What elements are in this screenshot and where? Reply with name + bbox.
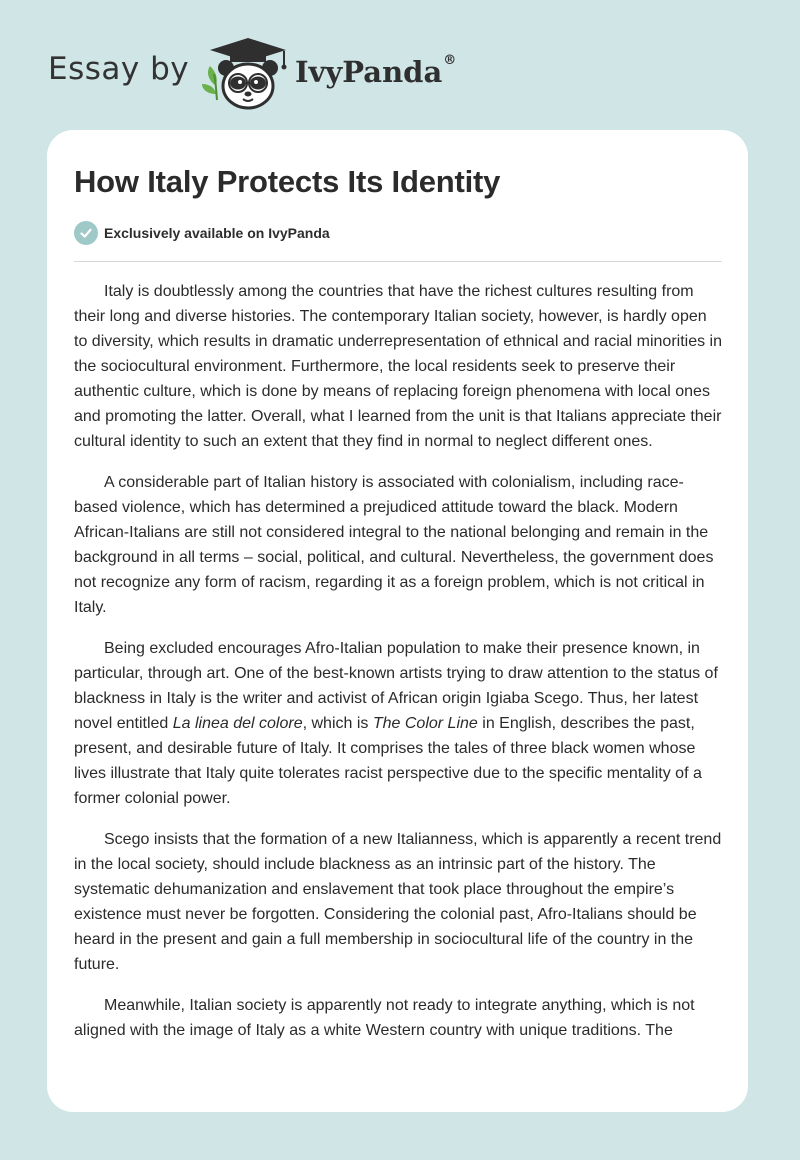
paragraph: Meanwhile, Italian society is apparently not ready to integrate anything, which is not aligned with the image of Italy as a white Western country with unique traditions. The bbox=[74, 997, 695, 1039]
check-circle-icon bbox=[74, 221, 98, 245]
paragraph-text: in English, describes the past, present, and desirable future of Italy. It comprises the tales of three black women whose lives illustrate that Italy quite tolerates racist perspective due to the specific mentality of a former colonial power. bbox=[74, 715, 702, 807]
essay-body bbox=[74, 279, 724, 1059]
panda-graduate-logo-icon[interactable] bbox=[200, 34, 292, 112]
essay-title: How Italy Protects Its Identity bbox=[74, 164, 501, 199]
paragraph bbox=[74, 636, 724, 811]
paragraph-text: , which is bbox=[302, 715, 373, 732]
brand-name-text: IvyPanda bbox=[295, 55, 443, 89]
paragraph: Scego insists that the formation of a new Italianness, which is apparently a recent trend in the local society, should include blackness as an intrinsic part of the history. The systematic dehumanization and enslavement that took place throughout the empire’s existence must never be forgotten. Considering the colonial past, Afro-Italians should be heard in the present and gain a full membership in sociocultural life of the country in the future. bbox=[74, 831, 722, 973]
site-header bbox=[0, 0, 800, 130]
paragraph-text: Being excluded encourages Afro-Italian population to make their presence known, in particular, through art. One of the best-known artists trying to draw attention to the status of blackness in Italy is the writer and activist of African origin Igiaba Scego. Thus, her latest novel entitled bbox=[74, 640, 718, 732]
exclusive-badge bbox=[74, 221, 330, 245]
novel-title-english: The Color Line bbox=[372, 715, 478, 732]
novel-title-italian: La linea del colore bbox=[172, 715, 303, 732]
registered-mark: ® bbox=[443, 53, 457, 68]
essay-by-label: Essay by bbox=[48, 51, 190, 87]
paragraph: Italy is doubtlessly among the countries that have the richest cultures resulting from their long and diverse histories. The contemporary Italian society, however, is hardly open to diversity, which results in dramatic underrepresentation of ethnical and racial minorities in the sociocultural environment. Furthermore, the local residents seek to preserve their authentic culture, which is done by means of replacing foreign phenomena with local ones and promoting the latter. Overall, what I learned from the unit is that Italians appreciate their cultural identity to such an extent that they find in normal to neglect different ones. bbox=[74, 283, 723, 450]
essay-card bbox=[47, 130, 748, 1112]
divider bbox=[74, 261, 722, 262]
paragraph: A considerable part of Italian history is associated with colonialism, including race-based violence, which has determined a prejudiced attitude toward the black. Modern African-Italians are still not considered integral to the national belonging and remain in the background in all terms – social, political, and cultural. Nevertheless, the government does not recognize any form of racism, regarding it as a foreign problem, which is not critical in Italy. bbox=[74, 474, 714, 616]
brand-name bbox=[295, 55, 456, 89]
exclusive-badge-text: Exclusively available on IvyPanda bbox=[104, 225, 330, 241]
